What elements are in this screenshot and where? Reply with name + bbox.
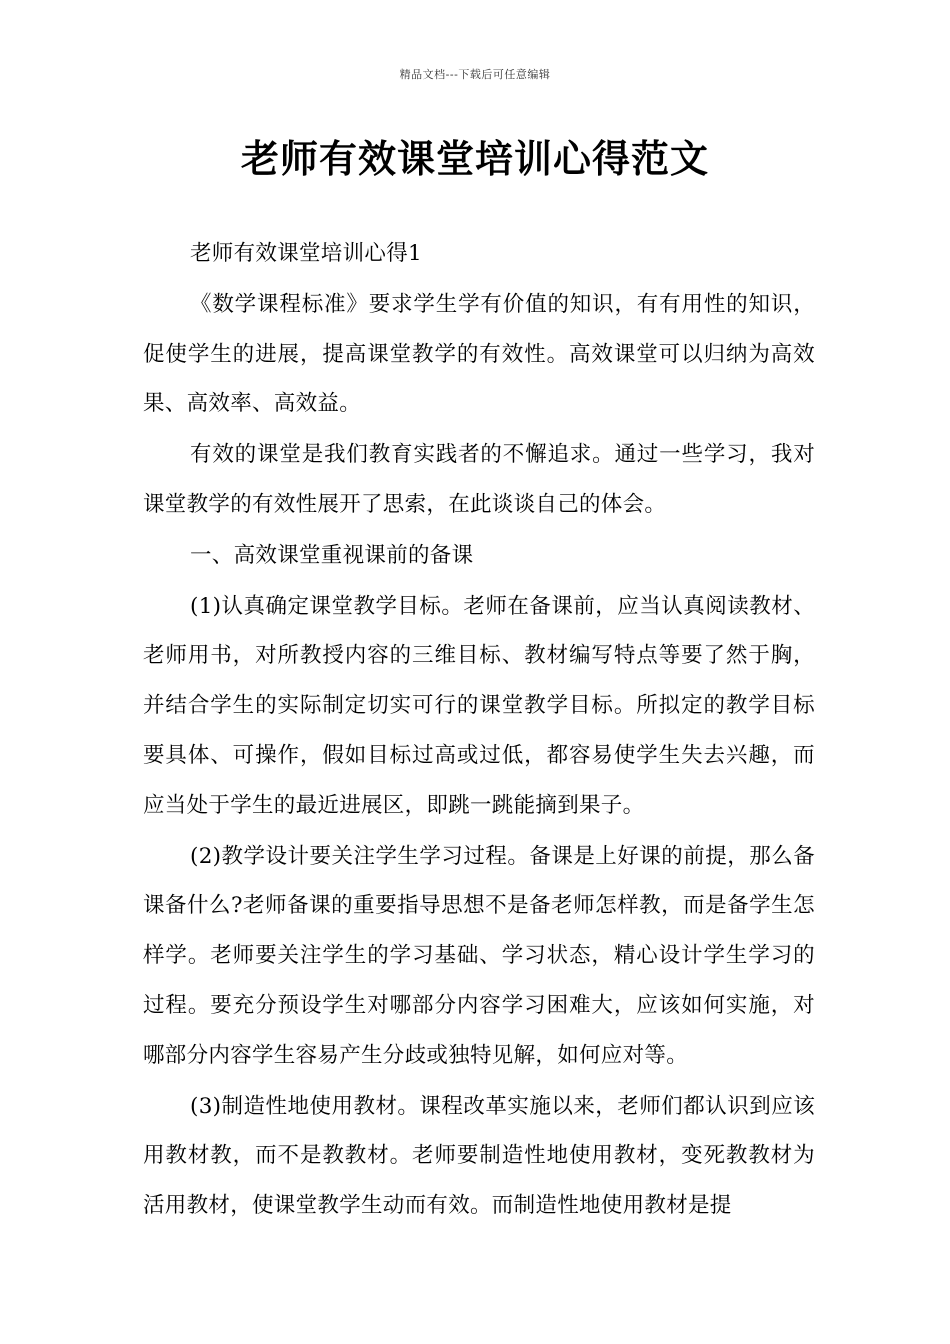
paragraph: (3)制造性地使用教材。课程改革实施以来，老师们都认识到应该用教材教，而不是教教材。老师要制造性地使用教材，变死教教材为活用教材，使课堂教学生动而有效。而制造性地使用教材是提 [143, 1093, 815, 1219]
section-heading: 老师有效课堂培训心得1 [190, 241, 422, 266]
section-heading: 一、高效课堂重视课前的备课 [190, 542, 474, 568]
header-note: 精品文档---下载后可任意编辑 [399, 68, 551, 81]
document-body [143, 229, 815, 1232]
paragraph: (1)认真确定课堂教学目标。老师在备课前，应当认真阅读教材、老师用书，对所教授内容的三维目标、教材编写特点等要了然于胸，并结合学生的实际制定切实可行的课堂教学目标。所拟定的教学目标要具体、可操作，假如目标过高或过低，都容易使学生失去兴趣，而应当处于学生的最近进展区，即跳一跳能摘到果子。 [143, 593, 815, 818]
paragraph: 有效的课堂是我们教育实践者的不懈追求。通过一些学习，我对课堂教学的有效性展开了思索，在此谈谈自己的体会。 [143, 442, 815, 517]
paragraph: 《数学课程标准》要求学生学有价值的知识，有有用性的知识，促使学生的进展，提高课堂教学的有效性。高效课堂可以归纳为高效果、高效率、高效益。 [143, 291, 815, 417]
paragraph: (2)教学设计要关注学生学习过程。备课是上好课的前提，那么备课备什么?老师备课的重要指导思想不是备老师怎样教，而是备学生怎样学。老师要关注学生的学习基础、学习状态，精心设计学生学习的过程。要充分预设学生对哪部分内容学习困难大，应该如何实施，对哪部分内容学生容易产生分歧或独特见解，如何应对等。 [143, 843, 815, 1068]
document-title: 老师有效课堂培训心得范文 [240, 137, 709, 181]
